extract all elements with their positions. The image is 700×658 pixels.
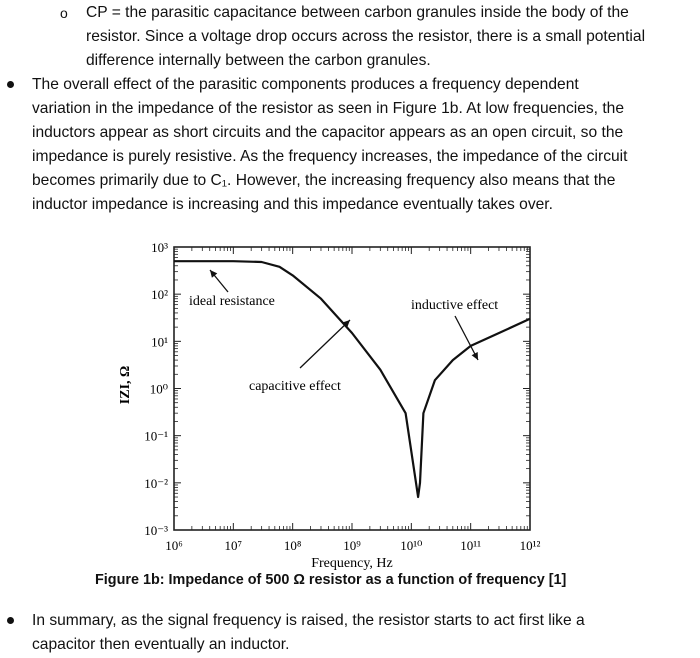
x-tick-label: 10⁹: [343, 538, 361, 553]
y-tick-label: 10⁻³: [144, 523, 168, 538]
bullet2-line-2: capacitor then eventually an inductor.: [32, 636, 290, 653]
arrow-inductive-effect-shaft: [455, 316, 478, 360]
y-tick-label: 10⁻¹: [144, 428, 168, 444]
y-tick-label: 10⁰: [149, 381, 168, 397]
annotation-ideal-resistance: ideal resistance: [189, 294, 275, 309]
sub-bullet-marker: o: [60, 5, 68, 21]
bullet1-line-6: inductor impedance is increasing and this impedance eventually takes over.: [32, 196, 553, 213]
y-tick-label: 10¹: [151, 334, 168, 350]
y-tick-label: 10⁻²: [144, 475, 168, 491]
x-tick-label: 10⁷: [224, 538, 243, 553]
annotation-inductive-effect: inductive effect: [411, 298, 499, 313]
x-axis-label: Frequency, Hz: [311, 556, 393, 571]
x-tick-label: 10⁸: [283, 538, 302, 553]
bullet1-line-3: inductors appear as short circuits and the capacitor appears as an open circuit, so the: [32, 124, 624, 141]
sub-bullet-line-2: resistor. Since a voltage drop occurs across the resistor, there is a small potential: [86, 28, 646, 45]
arrow-capacitive-effect-shaft: [300, 320, 350, 368]
bullet1-line-4: impedance is purely resistive. As the frequency increases, the impedance of the circuit: [32, 148, 628, 165]
figure-caption: Figure 1b: Impedance of 500 Ω resistor as a function of frequency [1]: [95, 572, 567, 588]
plot-frame: [174, 247, 530, 530]
x-tick-label: 10⁶: [165, 538, 183, 553]
x-tick-label: 10¹⁰: [400, 538, 423, 553]
y-axis-label: IZI, Ω: [118, 365, 133, 405]
x-tick-label: 10¹¹: [460, 538, 482, 553]
y-tick-label: 10²: [151, 287, 168, 303]
sub-bullet-line-3: difference internally between the carbon granules.: [86, 52, 431, 69]
bullet1-line-5: becomes primarily due to C₁. However, the increasing frequency also means that the: [32, 172, 616, 189]
bullet-dot: [7, 617, 14, 624]
bullet1-line-2: variation in the impedance of the resistor as seen in Figure 1b. At low frequencies, the: [32, 100, 625, 117]
sub-bullet-line-1: CP = the parasitic capacitance between carbon granules inside the body of the: [86, 4, 629, 21]
x-tick-label: 10¹²: [519, 538, 541, 553]
bullet2-line-1: In summary, as the signal frequency is raised, the resistor starts to act first like a: [32, 612, 585, 629]
bullet1-line-1: The overall effect of the parasitic components produces a frequency dependent: [32, 76, 579, 93]
annotation-capacitive-effect: capacitive effect: [249, 379, 341, 394]
y-tick-label: 10³: [151, 240, 168, 255]
